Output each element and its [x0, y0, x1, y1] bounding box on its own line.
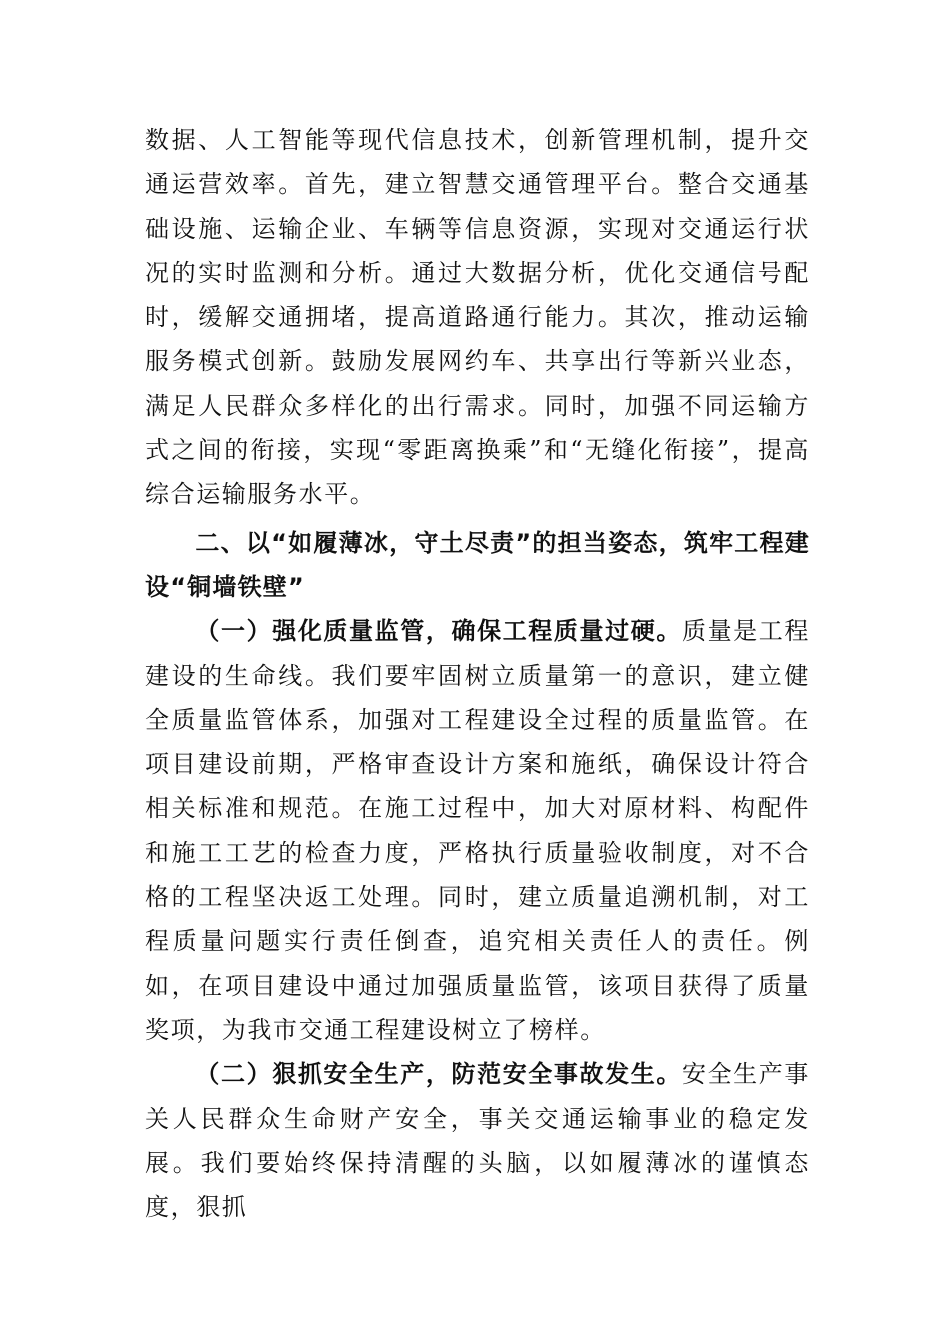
subsection-lead: （二）狠抓安全生产，防范安全事故发生。 [195, 1059, 682, 1089]
subsection-lead: （一）强化质量监管，确保工程质量过硬。 [195, 616, 682, 646]
body-paragraph [145, 609, 810, 1052]
body-paragraph: 数据、人工智能等现代信息技术，创新管理机制，提升交通运营效率。首先，建立智慧交通管理平台。整合交通基础设施、运输企业、车辆等信息资源，实现对交通运行状况的实时监测和分析。通过大数据分析，优化交通信号配时，缓解交通拥堵，提高道路通行能力。其次，推动运输服务模式创新。鼓励发展网约车、共享出行等新兴业态，满足人民群众多样化的出行需求。同时，加强不同运输方式之间的衔接，实现“零距离换乘”和“无缝化衔接”，提高综合运输服务水平。 [145, 126, 810, 509]
body-paragraph [145, 1052, 810, 1229]
document-body [145, 118, 810, 1229]
paragraph-text: 质量是工程建设的生命线。我们要牢固树立质量第一的意识，建立健全质量监管体系，加强对工程建设全过程的质量监管。在项目建设前期，严格审查设计方案和施纸，确保设计符合相关标准和规范。在施工过程中，加大对原材料、构配件和施工工艺的检查力度，严格执行质量验收制度，对不合格的工程坚决返工处理。同时，建立质量追溯机制，对工程质量问题实行责任倒查，追究相关责任人的责任。例如，在项目建设中通过加强质量监管，该项目获得了质量奖项，为我市交通工程建设树立了榜样。 [145, 617, 811, 1044]
section-heading: 二、以“如履薄冰，守土尽责”的担当姿态，筑牢工程建设“铜墙铁壁” [145, 528, 810, 601]
paragraph-text: 安全生产事关人民群众生命财产安全，事关交通运输事业的稳定发展。我们要始终保持清醒的头脑，以如履薄冰的谨慎态度，狠抓 [145, 1060, 811, 1222]
